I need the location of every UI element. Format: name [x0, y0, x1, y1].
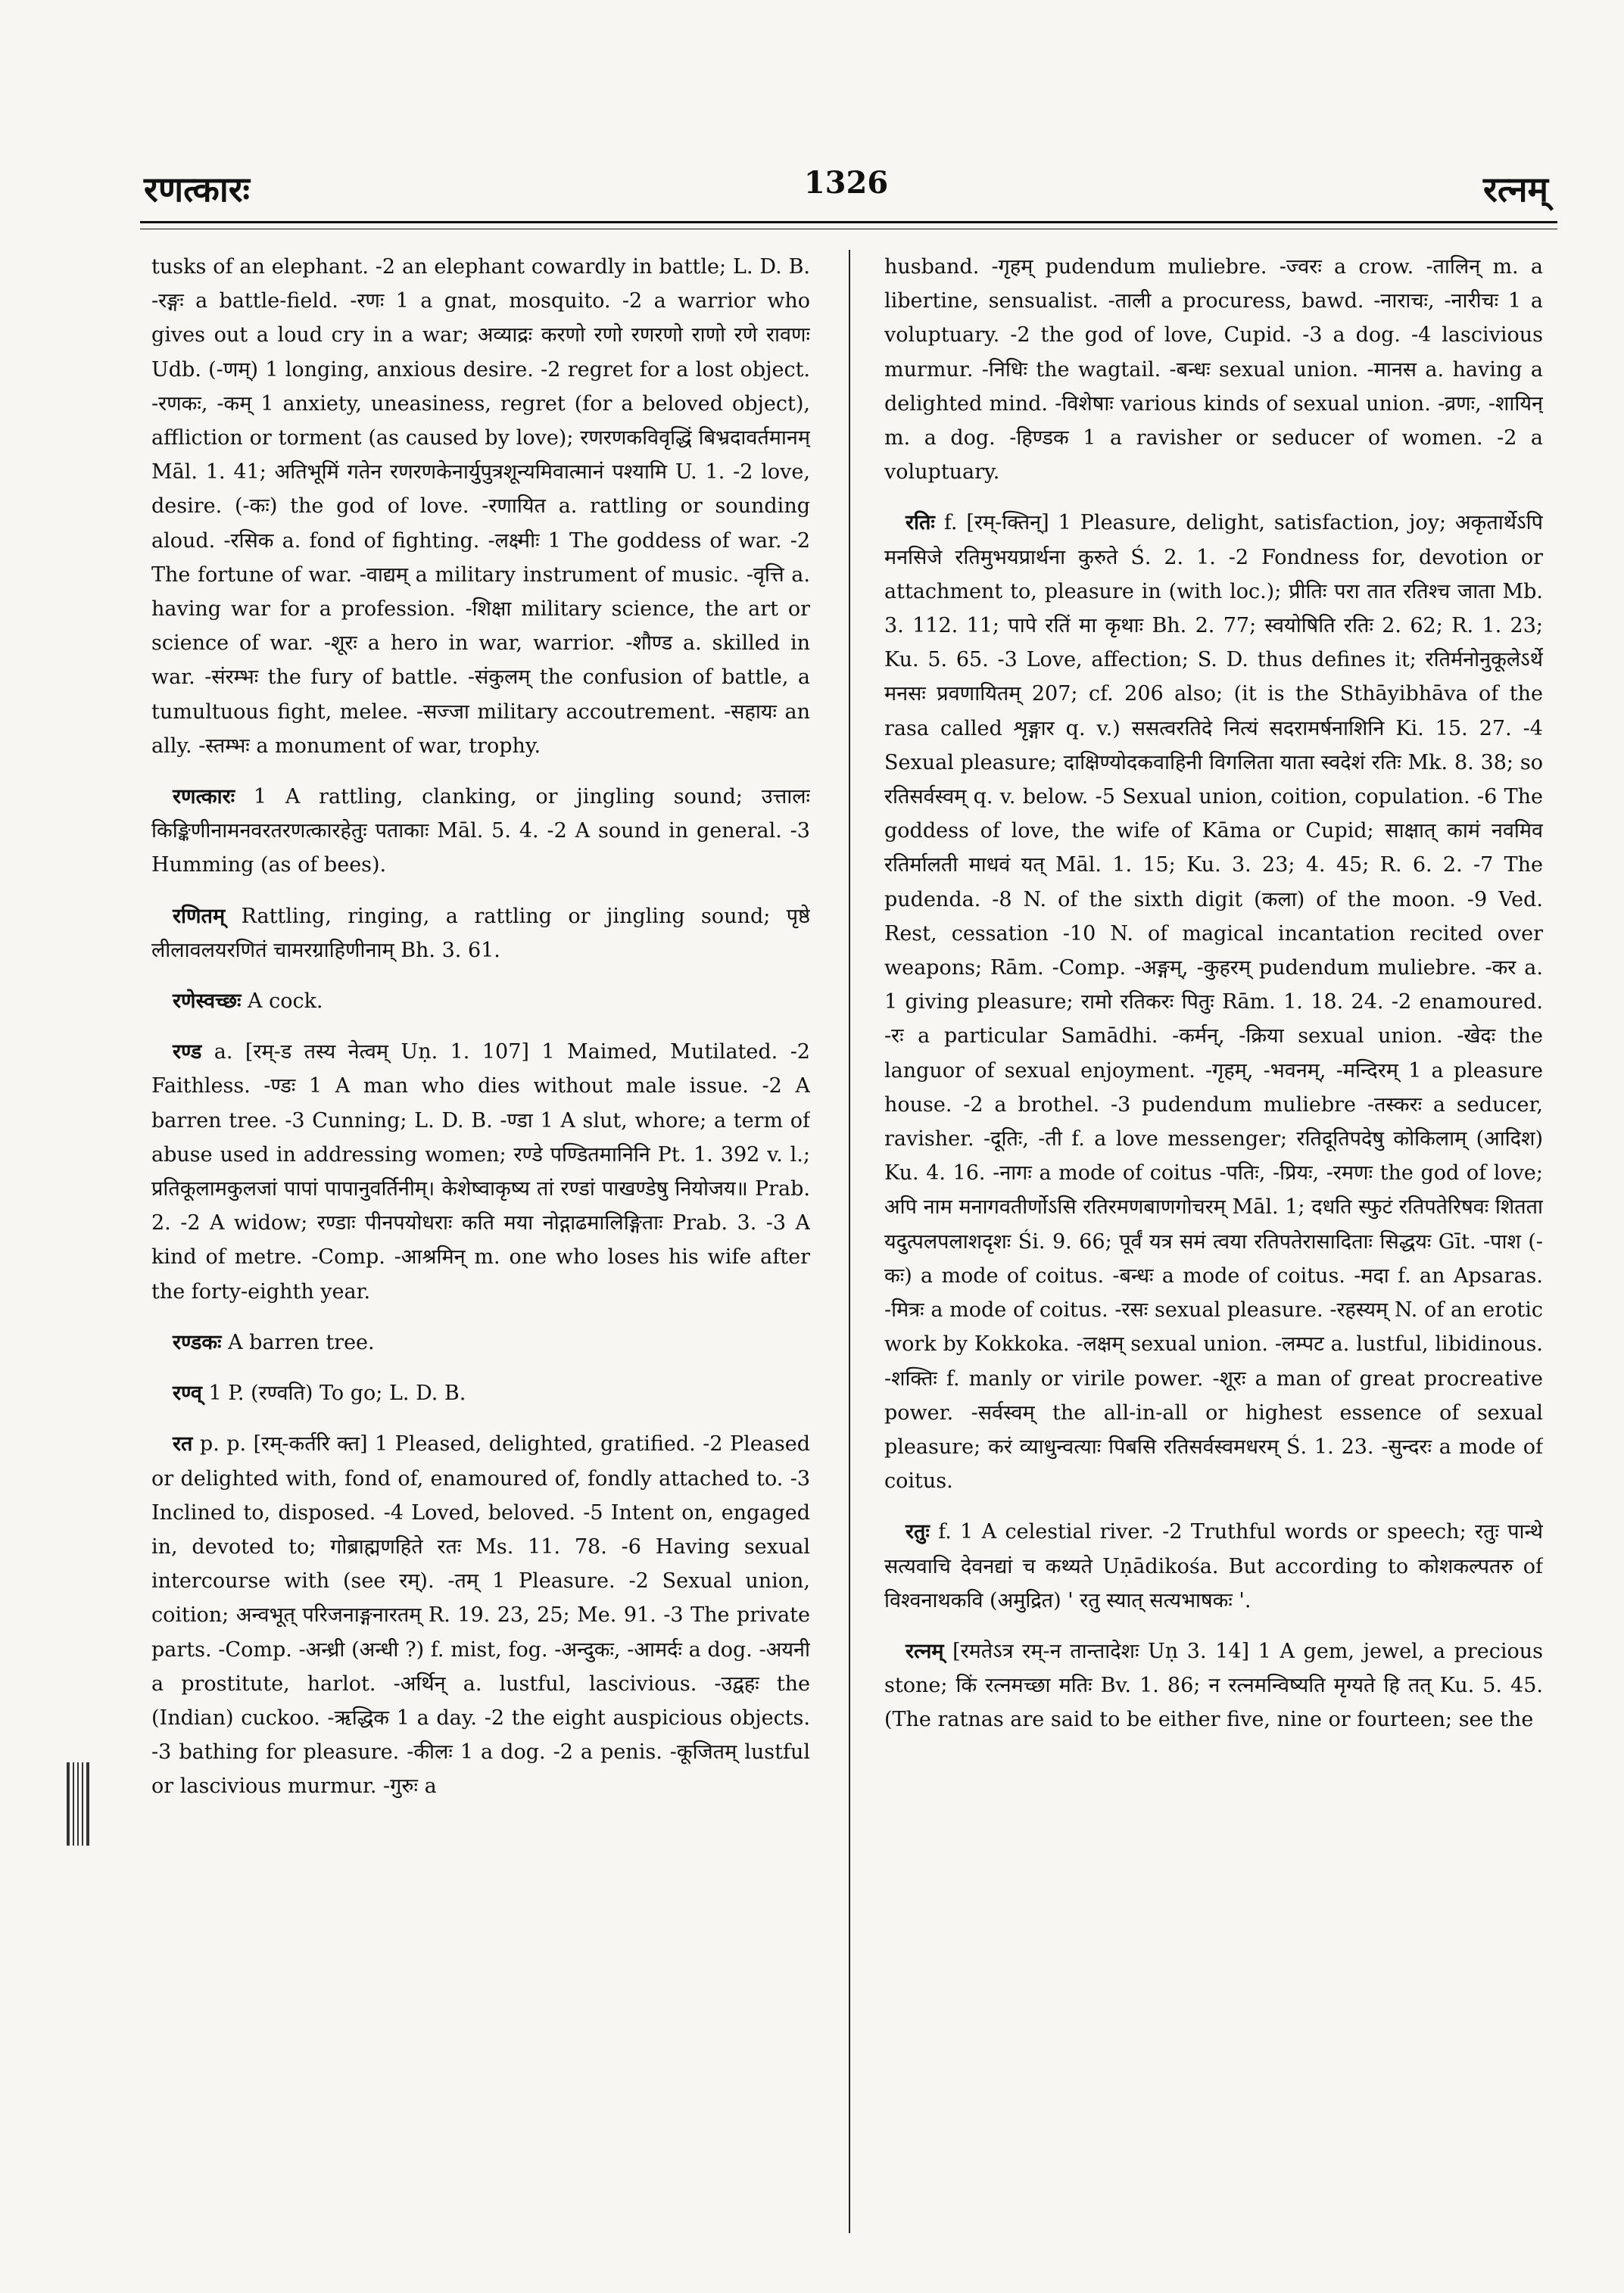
entry-text: f. [रम्-क्तिन्] 1 Pleasure, delight, satisfaction, joy; अकृतार्थेऽपि मनसिजे रतिमुभयप्रार्थना कुरुते Ś. 2. 1. -2 Fondness for, devotion or attachment to, pleasure in (with loc.); प्रीतिः परा तात रतिश्च जाता Mb. 3. 112. 11; पापे रतिं मा कृथाः Bh. 2. 77; स्वयोषिति रतिः 2. 62; R. 1. 23; Ku. 5. 65. -3 Love, affection; S. D. thus defines it; रतिर्मनोनुकूलेऽर्थे मनसः प्रवणायितम् 207; cf. 206 also; (it is the Sthāyibhāva of the rasa called शृङ्गार q. v.) ससत्वरतिदे नित्यं सदरामर्षनाशिनि Ki. 15. 27. -4 Sexual pleasure; दाक्षिण्योदकवाहिनी विगलिता याता स्वदेशं रतिः Mk. 8. 38; so रतिसर्वस्वम् q. v. below. -5 Sexual union, coition, copulation. -6 The goddess of love, the wife of Kāma or Cupid; साक्षात् कामं नवमिव रतिर्मालती माधवं यत् Māl. 1. 15; Ku. 3. 23; 4. 45; R. 6. 2. -7 The pudenda. -8 N. of the sixth digit (कला) of the moon. -9 Ved. Rest, cessation -10 N. of magical incantation recited over weapons; Rām. -Comp. -अङ्गम्, -कुहरम् pudendum muliebre. -कर a. 1 giving pleasure; रामो रतिकरः पितुः Rām. 1. 18. 24. -2 enamoured. -रः a particular Samādhi. -कर्मन्, -क्रिया sexual union. -खेदः the languor of sexual enjoyment. -गृहम्, -भवनम्, -मन्दिरम् 1 a pleasure house. -2 a brothel. -3 pudendum muliebre -तस्करः a seducer, ravisher. -दूतिः, -ती f. a love messenger; रतिदूतिपदेषु कोकिलाम् (आदिश) Ku. 4. 16. -नागः a mode of coitus -पतिः, -प्रियः, -रमणः the god of love; अपि नाम मनागवतीर्णोऽसि रतिरमणबाणगोचरम् Māl. 1; दधति स्फुटं रतिपतेरिषवः शितता यदुत्पलपलाशदृशः Śi. 9. 66; पूर्वं यत्र समं त्वया रतिपतेरासादिताः सिद्धयः Gīt. -पाश (-कः) a mode of coitus. -बन्धः a mode of coitus. -मदा f. an Apsaras. -मित्रः a mode of coitus. -रसः sexual pleasure. -रहस्यम् N. of an erotic work by Kokkoka. -लक्षम् sexual union. -लम्पट a. lustful, libidinous. -शक्तिः f. manly or virile power. -शूरः a man of great procreative power. -सर्वस्वम् the all-in-all or highest essence of sexual pleasure; करं व्याधुन्वत्याः पिबसि रतिसर्वस्वमधरम् Ś. 1. 23. -सुन्दरः a mode of coitus.	[884, 511, 1543, 1494]
entry-ranatkarah	[151, 780, 810, 883]
entry-text: tusks of an elephant. -2 an elephant cowardly in battle; L. D. B. -रङ्गः a battle-field. -रणः 1 a gnat, mosquito. -2 a warrior who gives out a loud cry in a war; अव्याद्रः करणो रणो रणरणो राणो रणे रावणः Udb. (-णम्) 1 longing, anxious desire. -2 regret for a lost object. -रणकः, -कम् 1 anxiety, uneasiness, regret (for a beloved object), affliction or torment (as caused by love); रणरणकविवृद्धिं बिभ्रदावर्तमानम् Māl. 1. 41; अतिभूमिं गतेन रणरणकेनार्युपुत्रशून्यमिवात्मानं पश्यामि U. 1. -2 love, desire. (-कः) the god of love. -रणायित a. rattling or sounding aloud. -रसिक a. fond of fighting. -लक्ष्मीः 1 The goddess of war. -2 The fortune of war. -वाद्यम् a military instrument of music. -वृत्ति a. having war for a profession. -शिक्षा military science, the art or science of war. -शूरः a hero in war, warrior. -शौण्ड a. skilled in war. -संरम्भः the fury of battle. -संकुलम् the confusion of battle, a tumultuous fight, melee. -सज्जा military accoutrement. -सहायः an ally. -स्तम्भः a monument of war, trophy.	[151, 255, 810, 758]
entry-text: husband. -गृहम् pudendum muliebre. -ज्वरः a crow. -तालिन् m. a libertine, sensualist. -ताली a procuress, bawd. -नाराचः, -नारीचः 1 a voluptuary. -2 the god of love, Cupid. -3 a dog. -4 lascivious murmur. -निधिः the wagtail. -बन्धः sexual union. -मानस a. having a delighted mind. -विशेषाः various kinds of sexual union. -व्रणः, -शायिन् m. a dog. -हिण्डक 1 a ravisher or seducer of women. -2 a voluptuary.	[884, 255, 1543, 484]
entry-ranv	[151, 1376, 810, 1410]
page-header	[144, 165, 1548, 218]
entry-headword: रण्डकः	[173, 1330, 222, 1354]
entry-text: a. [रम्-ड तस्य नेत्वम् Uṇ. 1. 107] 1 Maimed, Mutilated. -2 Faithless. -ण्डः 1 A man who dies without male issue. -2 A barren tree. -3 Cunning; L. D. B. -ण्डा 1 A slut, whore; a term of abuse used in addressing women; रण्डे पण्डितमानिनि Pt. 1. 392 v. l.; प्रतिकूलामकुलजां पापां पापानुवर्तिनीम्। केशेष्वाकृष्य तां रण्डां पाखण्डेषु नियोजय॥ Prab. 2. -2 A widow; रण्डाः पीनपयोधराः कति मया नोद्गाढमालिङ्गिताः Prab. 3. -3 A kind of metre. -Comp. -आश्रमिन् m. one who loses his wife after the forty-eighth year.	[151, 1040, 810, 1304]
entry-ratnam	[884, 1634, 1543, 1737]
entry-headword: रण्व्	[173, 1382, 202, 1406]
entry-continuation	[151, 250, 810, 763]
margin-binding-mark	[67, 1762, 89, 1846]
entry-randakah	[151, 1326, 810, 1360]
entry-continuation	[884, 250, 1543, 489]
entry-headword: रणत्कारः	[173, 785, 235, 809]
entry-headword: रत	[173, 1432, 193, 1456]
page-number: 1326	[803, 165, 889, 201]
right-running-headword: रत्नम्	[1483, 169, 1548, 210]
left-running-headword: रणत्कारः	[144, 169, 250, 210]
entry-headword: रत्नम्	[906, 1639, 944, 1663]
entry-ratih	[884, 506, 1543, 1498]
entry-text: f. 1 A celestial river. -2 Truthful words or speech; रतुः पान्थे सत्यवाचि देवनद्यां च कथ्यते Uṇādikośa. But according to कोशकल्पतरु of विश्वनाथकवि (अमुद्रित) ' रतु स्यात् सत्यभाषकः '.	[884, 1520, 1543, 1612]
entry-ranesvacchah	[151, 984, 810, 1018]
entry-headword: रणितम्	[173, 904, 226, 928]
entry-headword: रतिः	[906, 511, 935, 535]
entry-ranitam	[151, 899, 810, 967]
entry-headword: रतुः	[906, 1520, 930, 1544]
entry-text: A barren tree.	[221, 1330, 375, 1354]
entry-rata	[151, 1427, 810, 1803]
entry-text: A cock.	[241, 989, 323, 1014]
header-rule-thick	[140, 221, 1557, 223]
column-divider	[849, 250, 850, 2233]
entry-ratuh	[884, 1515, 1543, 1618]
entry-text: [रमतेऽत्र रम्-न तान्तादेशः Uṇ 3. 14] 1 A gem, jewel, a precious stone; किं रत्नमच्छा मतिः Bv. 1. 86; न रत्नमन्विष्यति मृग्यते हि तत् Ku. 5. 45. (The ratnas are said to be either five, nine or fourteen; see the	[884, 1639, 1543, 1732]
entry-headword: रणेस्वच्छः	[173, 989, 242, 1014]
entry-randa	[151, 1035, 810, 1309]
entry-headword: रण्ड	[173, 1040, 202, 1064]
entry-text: 1 P. (रण्वति) To go; L. D. B.	[201, 1382, 466, 1406]
left-column	[151, 250, 810, 2241]
entry-text: p. p. [रम्-कर्तरि क्त] 1 Pleased, delighted, gratified. -2 Pleased or delighted with, fond of, enamoured of, fondly attached to. -3 Inclined to, disposed. -4 Loved, beloved. -5 Intent on, engaged in, devoted to; गोब्राह्मणहिते रतः Ms. 11. 78. -6 Having sexual intercourse with (see रम्). -तम् 1 Pleasure. -2 Sexual union, coition; अन्वभूत् परिजनाङ्गनारतम् R. 19. 23, 25; Me. 91. -3 The private parts. -Comp. -अन्ध्री (अन्धी ?) f. mist, fog. -अन्दुकः, -आमर्दः a dog. -अयनी a prostitute, harlot. -अर्थिन् a. lustful, lascivious. -उद्वहः the (Indian) cuckoo. -ऋद्धिक 1 a day. -2 the eight auspicious objects. -3 bathing for pleasure. -कीलः 1 a dog. -2 a penis. -कूजितम् lustful or lascivious murmur. -गुरुः a	[151, 1432, 810, 1799]
entry-text: 1 A rattling, clanking, or jingling sound; उत्तालः किङ्किणीनामनवरतरणत्कारहेतुः पताकाः Māl. 5. 4. -2 A sound in general. -3 Humming (as of bees).	[151, 785, 810, 877]
entry-text: Rattling, ringing, a rattling or jingling sound; पृष्ठे लीलावलयरणितं चामरग्राहिणीनाम् Bh. 3. 61.	[151, 904, 810, 962]
right-column	[884, 250, 1543, 2241]
